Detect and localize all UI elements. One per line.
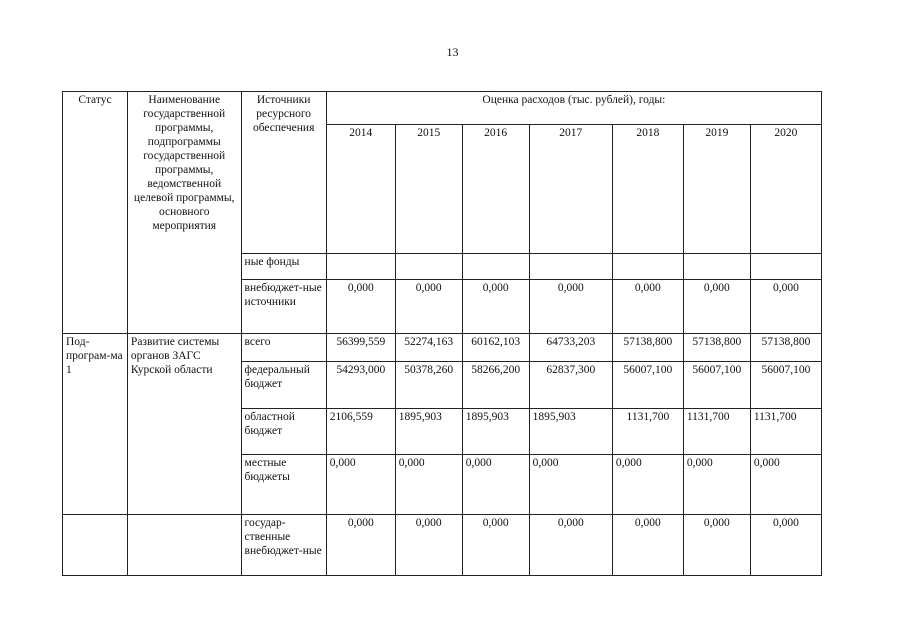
value-cell xyxy=(612,254,683,280)
value-cell: 0,000 xyxy=(529,455,612,515)
source-label: внебюджет-ные источники xyxy=(241,280,326,334)
source-label: областной бюджет xyxy=(241,409,326,455)
source-label: ные фонды xyxy=(241,254,326,280)
value-cell: 1895,903 xyxy=(462,409,529,455)
value-cell: 0,000 xyxy=(683,280,750,334)
value-cell: 58266,200 xyxy=(462,362,529,409)
header-year: 2020 xyxy=(750,125,821,254)
value-cell: 56007,100 xyxy=(612,362,683,409)
value-cell: 0,000 xyxy=(750,280,821,334)
value-cell: 0,000 xyxy=(683,455,750,515)
header-status: Статус xyxy=(63,92,128,334)
subprogram-name: Развитие системы органов ЗАГС Курской области xyxy=(127,334,241,515)
value-cell: 0,000 xyxy=(462,515,529,576)
header-row xyxy=(63,92,822,125)
header-year: 2019 xyxy=(683,125,750,254)
value-cell: 56399,559 xyxy=(326,334,395,362)
value-cell: 0,000 xyxy=(529,515,612,576)
value-cell: 0,000 xyxy=(462,455,529,515)
value-cell: 0,000 xyxy=(395,515,462,576)
table-row xyxy=(63,334,822,362)
value-cell xyxy=(395,254,462,280)
header-year: 2016 xyxy=(462,125,529,254)
value-cell: 0,000 xyxy=(326,455,395,515)
header-name: Наименование государственной программы, подпрограммы государственной программы, ведомственной целевой программы, основного мероприятия xyxy=(127,92,241,334)
empty-name-cell xyxy=(127,515,241,576)
header-year: 2017 xyxy=(529,125,612,254)
value-cell: 0,000 xyxy=(612,515,683,576)
value-cell: 1131,700 xyxy=(750,409,821,455)
empty-status-cell xyxy=(63,515,128,576)
value-cell: 56007,100 xyxy=(750,362,821,409)
value-cell: 1895,903 xyxy=(529,409,612,455)
header-year: 2018 xyxy=(612,125,683,254)
page-number: 13 xyxy=(446,45,459,59)
header-estimate: Оценка расходов (тыс. рублей), годы: xyxy=(326,92,821,125)
value-cell: 0,000 xyxy=(395,455,462,515)
value-cell: 0,000 xyxy=(683,515,750,576)
source-label: государ-ственные внебюджет-ные xyxy=(241,515,326,576)
value-cell: 60162,103 xyxy=(462,334,529,362)
value-cell: 0,000 xyxy=(326,280,395,334)
value-cell: 56007,100 xyxy=(683,362,750,409)
value-cell xyxy=(750,254,821,280)
value-cell: 50378,260 xyxy=(395,362,462,409)
value-cell: 0,000 xyxy=(395,280,462,334)
table-row xyxy=(63,515,822,576)
value-cell: 52274,163 xyxy=(395,334,462,362)
value-cell: 54293,000 xyxy=(326,362,395,409)
value-cell: 0,000 xyxy=(326,515,395,576)
budget-table xyxy=(62,91,822,576)
value-cell xyxy=(529,254,612,280)
value-cell: 0,000 xyxy=(612,455,683,515)
value-cell: 57138,800 xyxy=(612,334,683,362)
source-label: федеральный бюджет xyxy=(241,362,326,409)
value-cell: 1131,700 xyxy=(683,409,750,455)
value-cell: 57138,800 xyxy=(683,334,750,362)
header-sources: Источники ресурсного обеспечения xyxy=(241,92,326,254)
value-cell: 0,000 xyxy=(750,455,821,515)
header-year: 2015 xyxy=(395,125,462,254)
value-cell: 62837,300 xyxy=(529,362,612,409)
value-cell: 0,000 xyxy=(462,280,529,334)
value-cell xyxy=(462,254,529,280)
value-cell xyxy=(683,254,750,280)
value-cell: 57138,800 xyxy=(750,334,821,362)
source-label: местные бюджеты xyxy=(241,455,326,515)
value-cell: 0,000 xyxy=(612,280,683,334)
subprogram-status: Под-програм-ма 1 xyxy=(63,334,128,515)
value-cell: 0,000 xyxy=(750,515,821,576)
value-cell xyxy=(326,254,395,280)
source-label: всего xyxy=(241,334,326,362)
value-cell: 0,000 xyxy=(529,280,612,334)
value-cell: 1131,700 xyxy=(612,409,683,455)
value-cell: 64733,203 xyxy=(529,334,612,362)
header-year: 2014 xyxy=(326,125,395,254)
value-cell: 1895,903 xyxy=(395,409,462,455)
value-cell: 2106,559 xyxy=(326,409,395,455)
